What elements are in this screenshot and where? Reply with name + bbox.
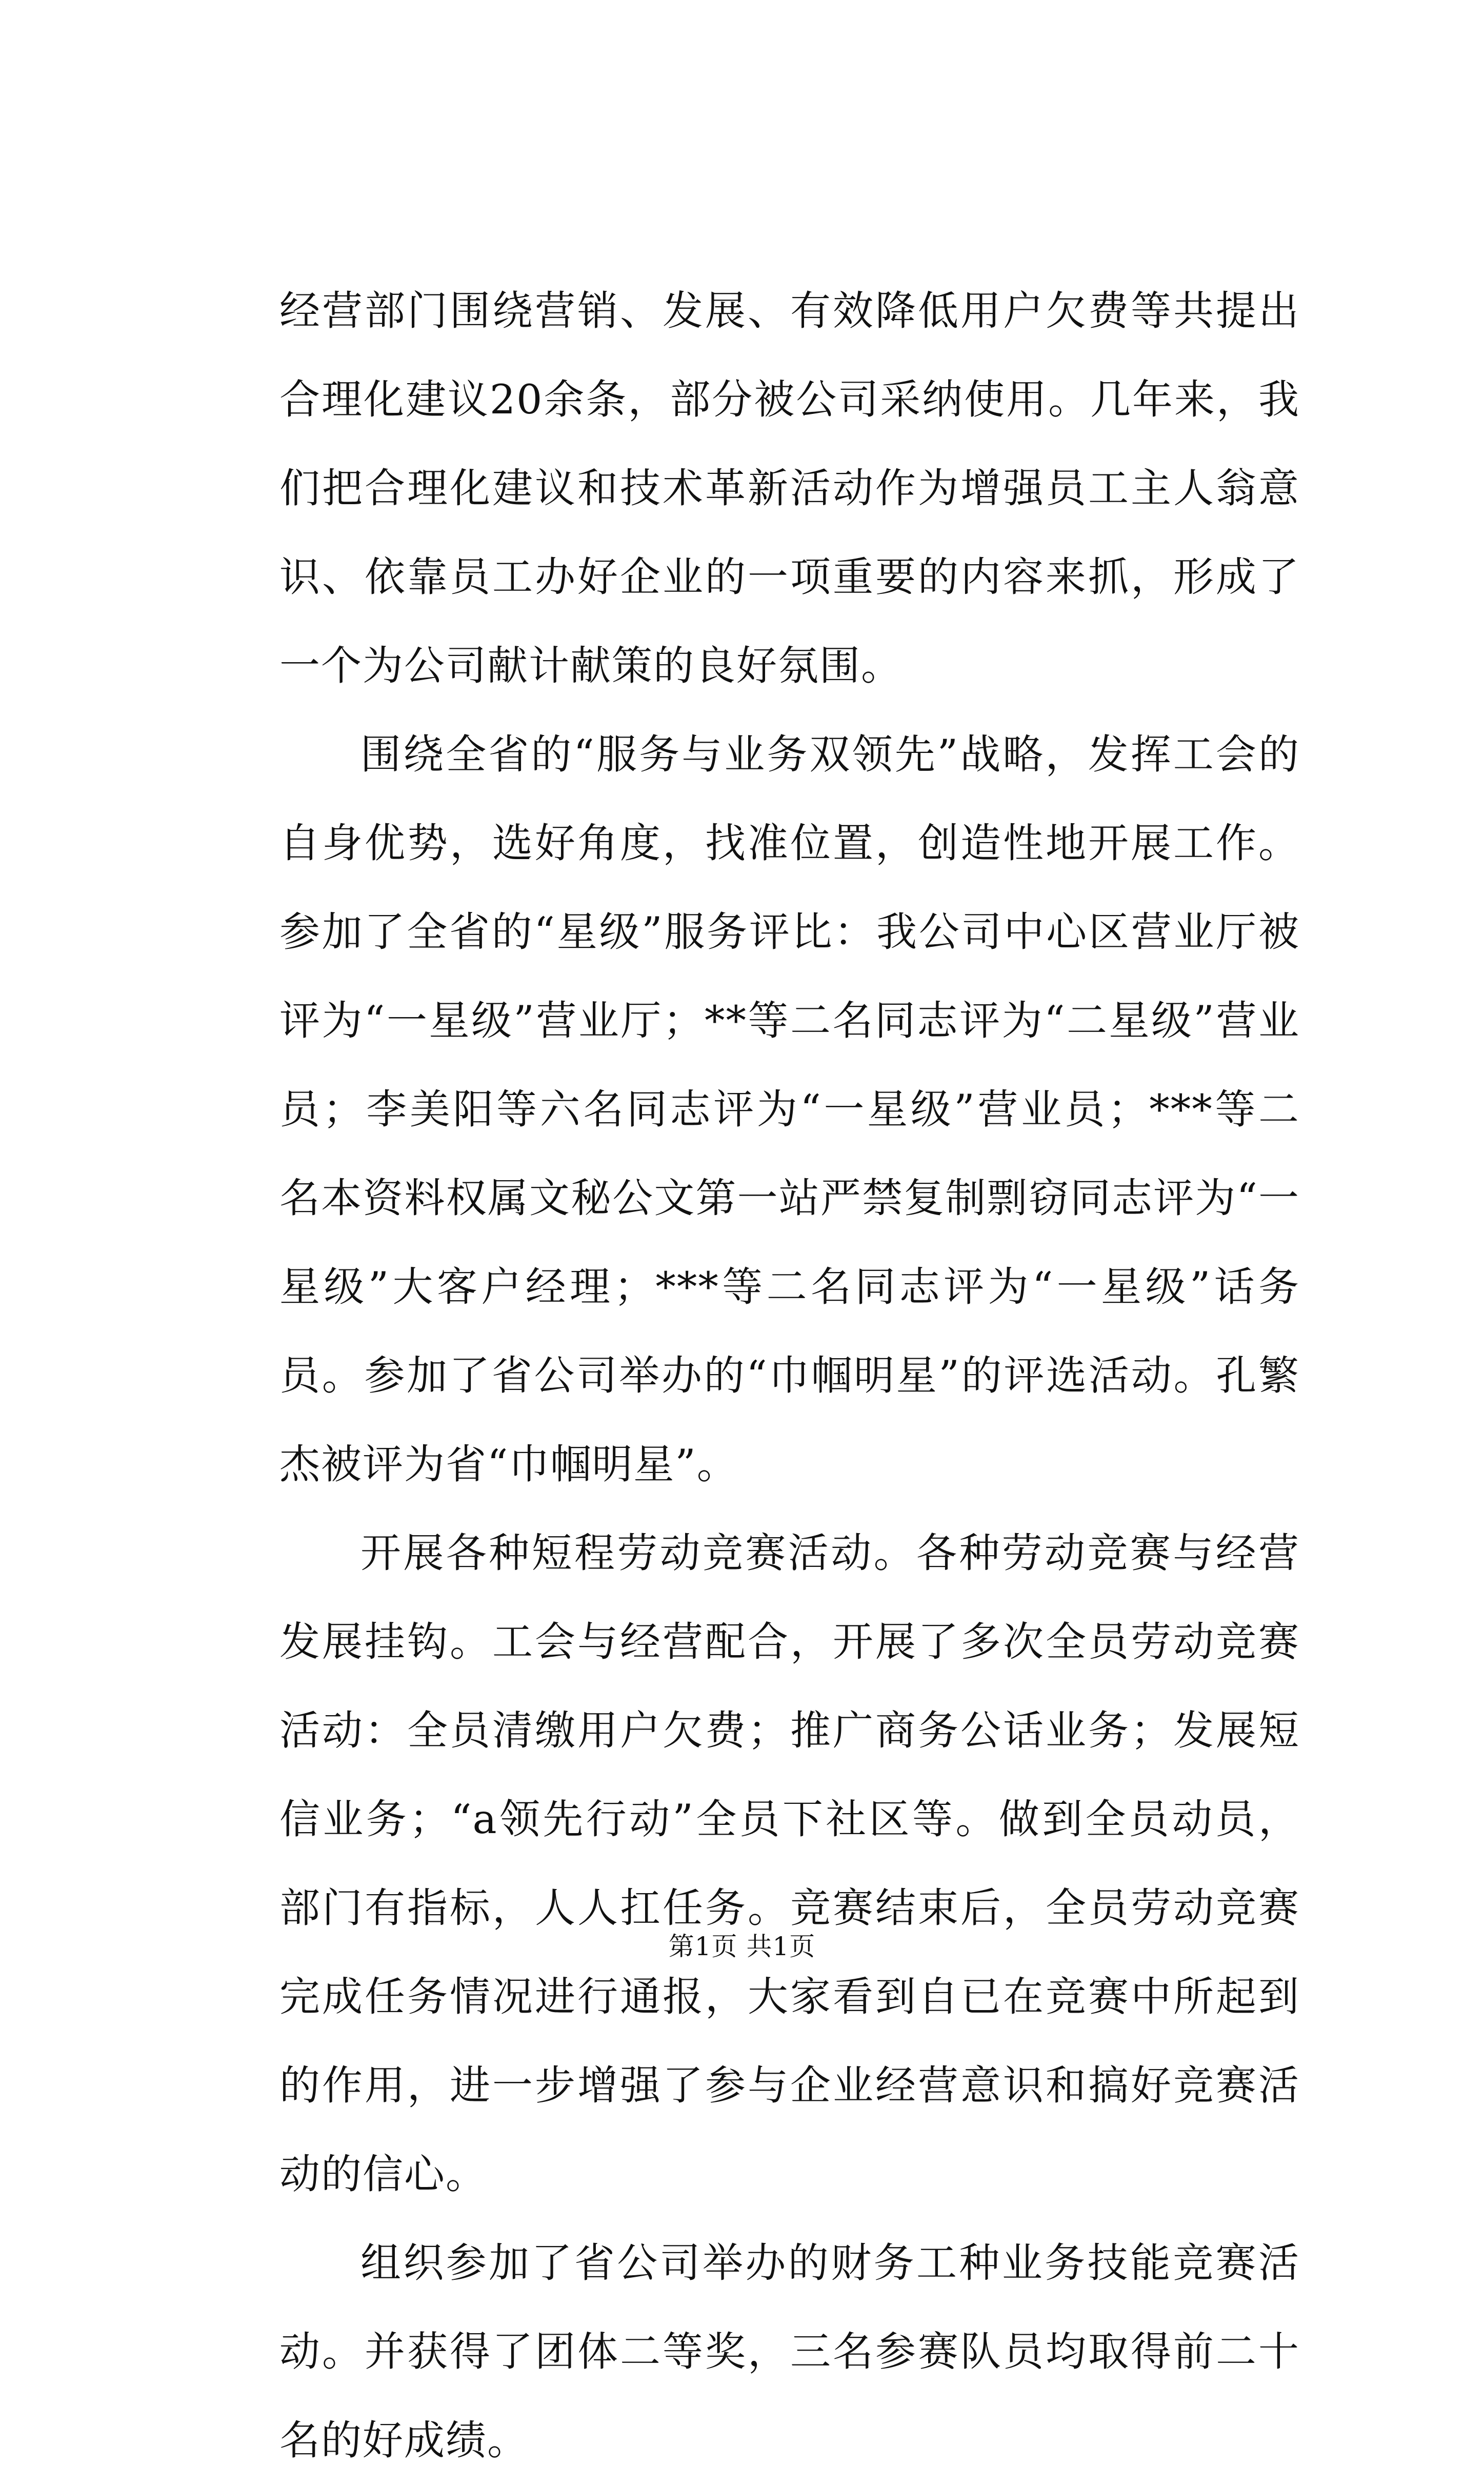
- paragraph-4: 组织参加了省公司举办的财务工种业务技能竞赛活动。并获得了团体二等奖，三名参赛队员均取得前二十名的好成绩。: [279, 2239, 1300, 2464]
- paragraph-3: 开展各种短程劳动竞赛活动。各种劳动竞赛与经营发展挂钩。工会与经营配合，开展了多次全员劳动竞赛活动：全员清缴用户欠费；推广商务公话业务；发展短信业务；“a领先行动”全员下社区等。做到全员动员，部门有指标，人人扛任务。竞赛结束后，全员劳动竞赛完成任务情况进行通报，大家看到自已在竞赛中所起到的作用，进一步增强了参与企业经营意识和搞好竞赛活动的信心。: [279, 1529, 1300, 2198]
- document-body: [279, 267, 1300, 2485]
- page-footer: 第1页 共1页: [668, 1932, 816, 1961]
- paragraph-1: 经营部门围绕营销、发展、有效降低用户欠费等共提出合理化建议20余条，部分被公司采纳使用。几年来，我们把合理化建议和技术革新活动作为增强员工主人翁意识、依靠员工办好企业的一项重要的内容来抓，形成了一个为公司献计献策的良好氛围。: [279, 287, 1300, 689]
- paragraph-2: 围绕全省的“服务与业务双领先”战略，发挥工会的自身优势，选好角度，找准位置，创造性地开展工作。参加了全省的“星级”服务评比：我公司中心区营业厅被评为“一星级”营业厅；**等二名同志评为“二星级”营业员；李美阳等六名同志评为“一星级”营业员；***等二名本资料权属文秘公文第一站严禁复制剽窃同志评为“一星级”大客户经理；***等二名同志评为“一星级”话务员。参加了省公司举办的“巾帼明星”的评选活动。孔繁杰被评为省“巾帼明星”。: [279, 731, 1300, 1488]
